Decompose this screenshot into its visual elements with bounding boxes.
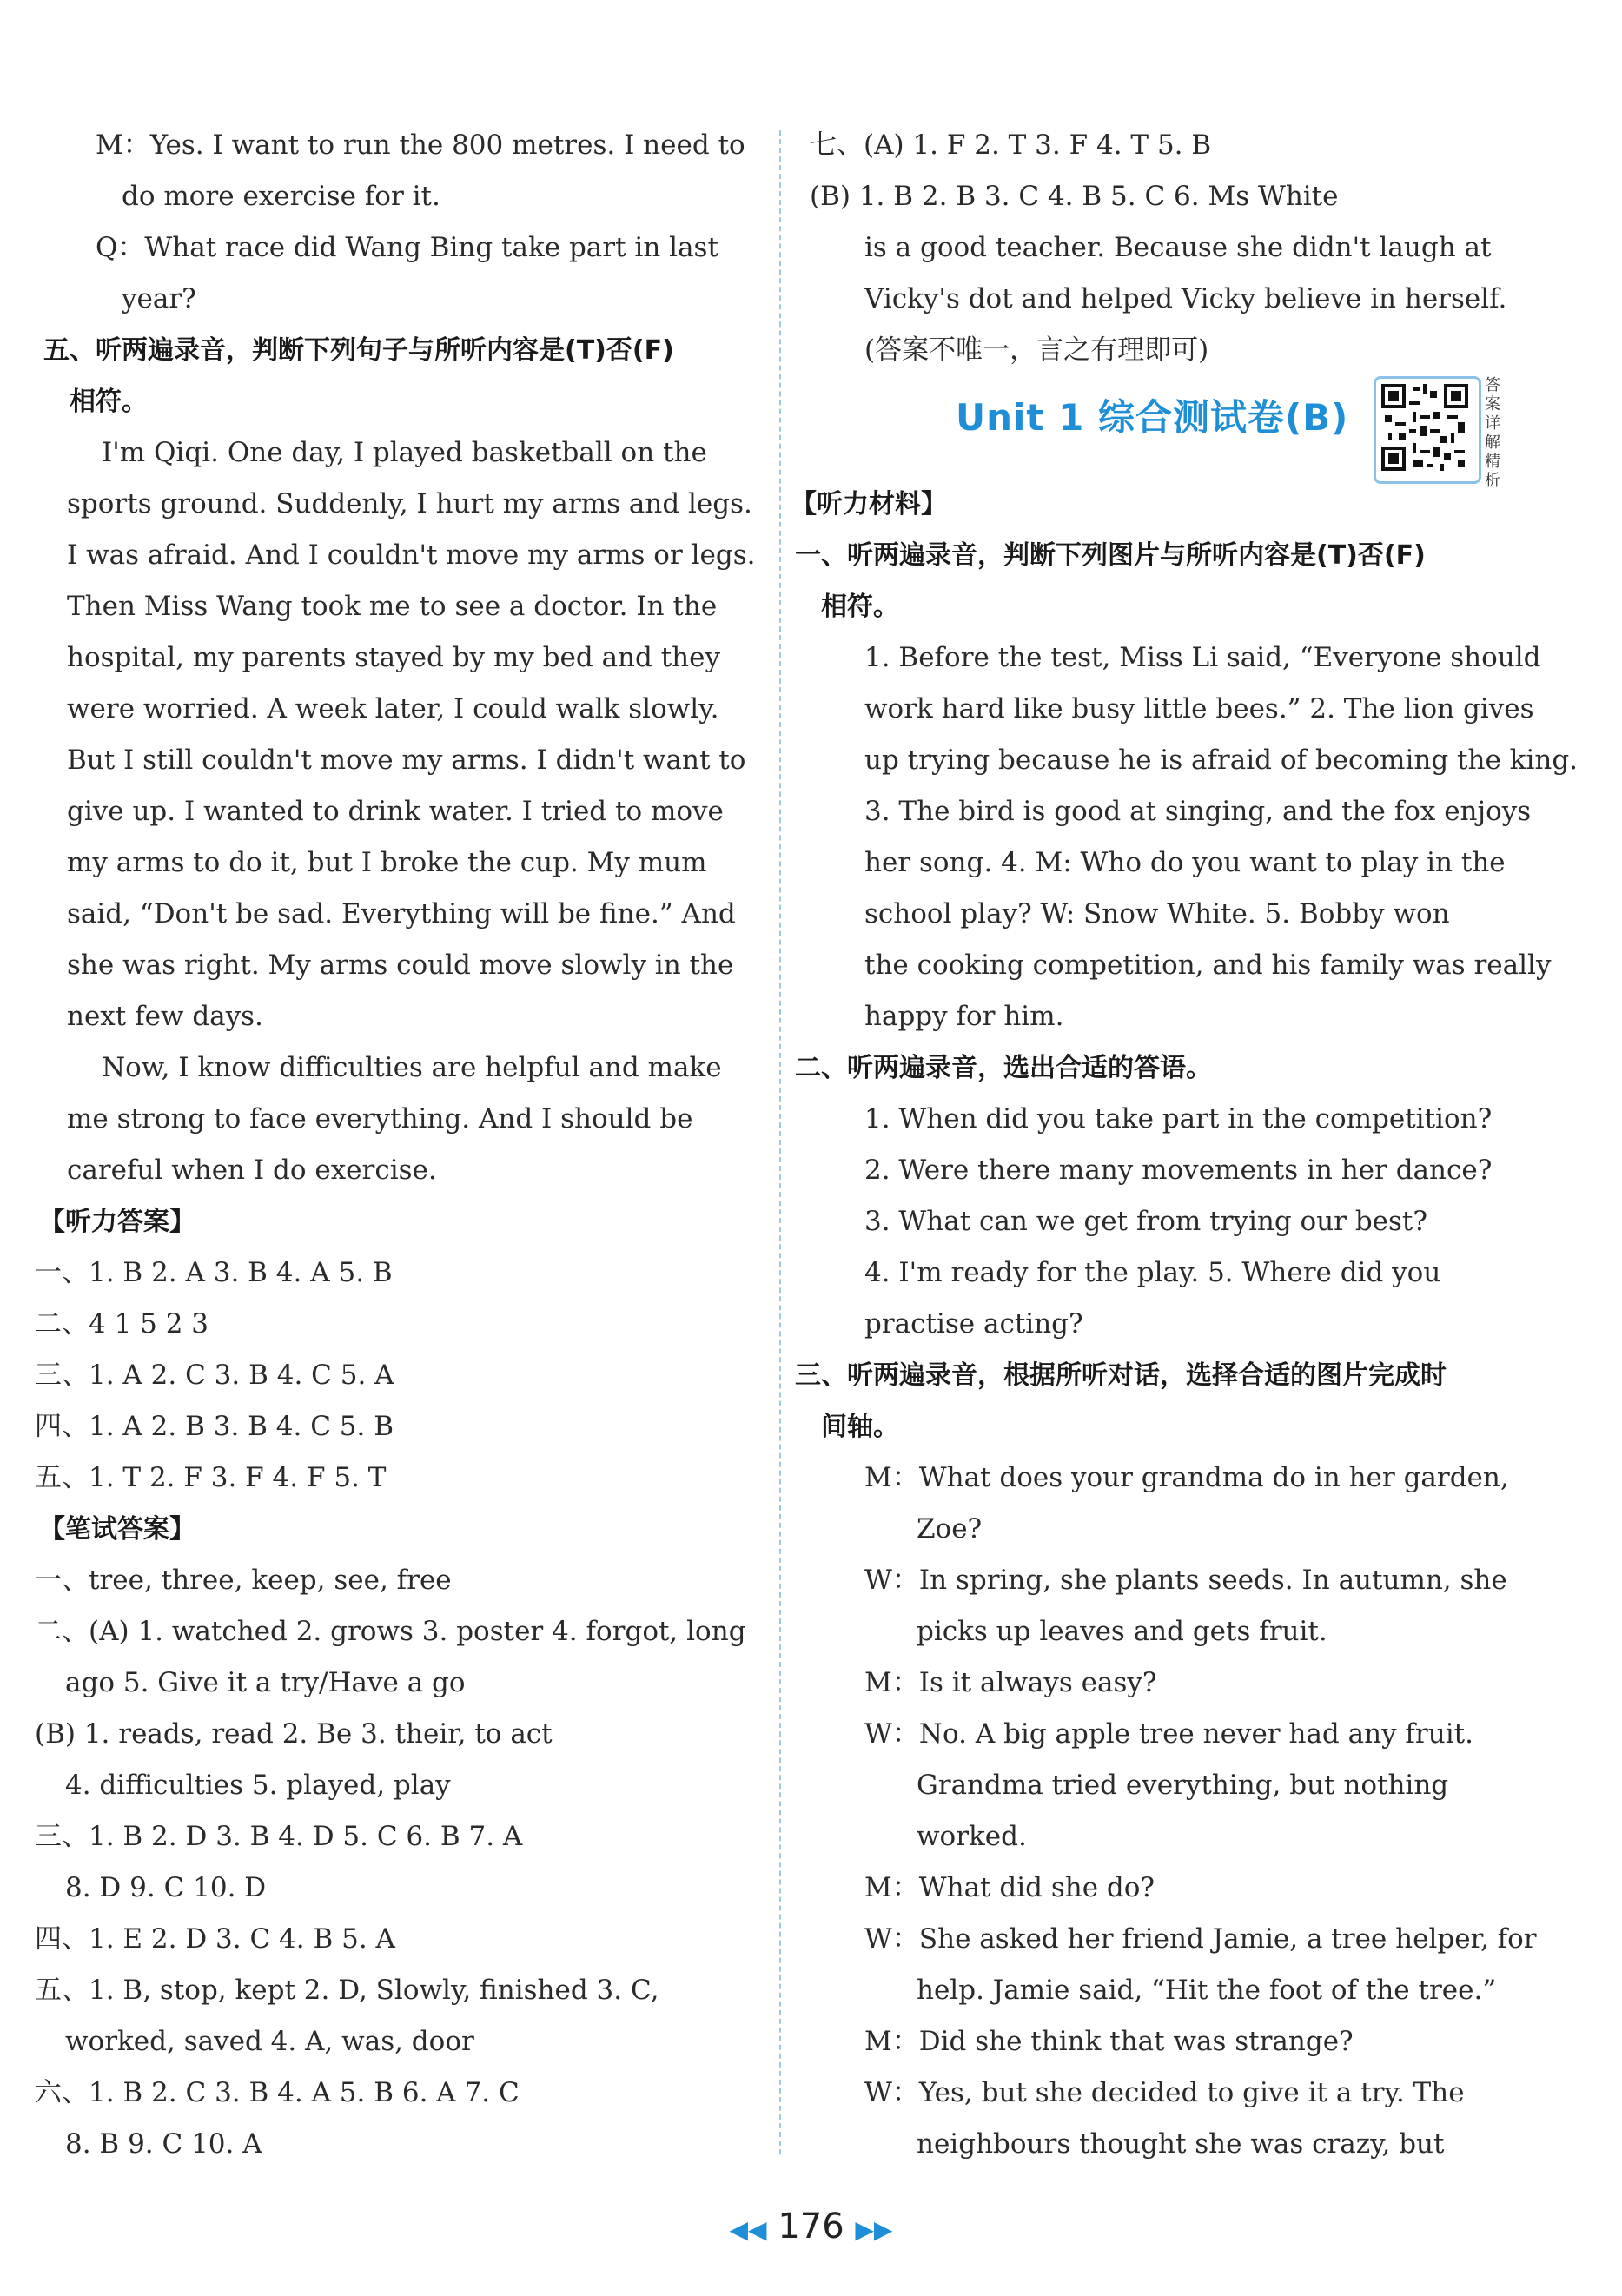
speaker-text: She asked her friend Jamie, a tree helper, for — [918, 1923, 1537, 1955]
text-line: (B) 1. B 2. B 3. C 4. B 5. C 6. Ms White — [810, 181, 1339, 212]
text-line: 3. The bird is good at singing, and the fox enjoys — [864, 796, 1532, 827]
text-block — [795, 1350, 1514, 1452]
section-heading: 相符。 — [70, 387, 148, 417]
text-line: do more exercise for it. — [122, 181, 440, 212]
answer-line: 一、tree, three, keep, see, free — [35, 1565, 452, 1596]
answer-line: 四、1. A 2. B 3. B 4. C 5. B — [35, 1411, 394, 1442]
answer-line: 四、1. E 2. D 3. C 4. B 5. A — [35, 1923, 395, 1955]
text-block — [35, 1401, 761, 1452]
text-block — [812, 1657, 1514, 1709]
unit-title: Unit 1 综合测试卷(B) — [956, 396, 1349, 439]
text-line: Now, I know difficulties are helpful and make — [102, 1052, 722, 1083]
text-block — [812, 2068, 1514, 2170]
text-line: I'm Qiqi. One day, I played basketball on the — [102, 437, 707, 468]
text-line: next few days. — [67, 1001, 263, 1032]
right-top-answers — [812, 120, 1514, 376]
text-line — [864, 1709, 1514, 1760]
text-line: me strong to face everything. And I should be — [67, 1103, 693, 1135]
text-line: her song. 4. M: Who do you want to play in the — [864, 847, 1506, 878]
speaker-text: No. A big apple tree never had any fruit. — [918, 1718, 1473, 1750]
speaker-text: Is it always easy? — [918, 1667, 1157, 1698]
answer-line: 六、1. B 2. C 3. B 4. A 5. B 6. A 7. C — [35, 2077, 520, 2108]
answer-line: 五、1. T 2. F 3. F 4. F 5. T — [35, 1462, 387, 1493]
qr-caption: 答案详解精析 — [1485, 376, 1500, 490]
answer-line: 一、1. B 2. A 3. B 4. A 5. B — [35, 1257, 393, 1288]
text-line: the cooking competition, and his family was really — [864, 949, 1552, 981]
page-footer — [0, 2207, 1622, 2246]
unit-title-row — [812, 376, 1514, 490]
speaker-label: W： — [864, 1923, 919, 1955]
text-block — [35, 1350, 761, 1401]
text-block — [39, 1504, 761, 1555]
speaker-text: Yes. I want to run the 800 metres. I need to — [149, 129, 745, 161]
text-block — [61, 222, 761, 325]
text-line: I was afraid. And I couldn't move my arms or legs. — [67, 539, 756, 571]
text-block — [35, 1555, 761, 1606]
section-heading: 三、听两遍录音，根据所听对话，选择合适的图片完成时 — [795, 1360, 1447, 1391]
text-block — [35, 1709, 761, 1811]
text-line — [96, 222, 761, 274]
speaker-text: What does your grandma do in her garden, — [918, 1462, 1509, 1493]
text-block — [61, 120, 761, 222]
text-line: But I still couldn't move my arms. I didn't want to — [67, 744, 746, 776]
speaker-text: What did she do? — [918, 1872, 1155, 1903]
text-block — [812, 1914, 1537, 2016]
text-line: school play? W: Snow White. 5. Bobby won — [864, 898, 1450, 930]
text-block — [812, 2016, 1514, 2068]
text-block — [812, 120, 1514, 171]
text-line: said, “Don't be sad. Everything will be fine.” And — [67, 898, 736, 930]
text-line: worked. — [917, 1821, 1027, 1852]
text-line: 3. What can we get from trying our best? — [864, 1206, 1428, 1237]
text-block — [812, 1452, 1514, 1555]
answer-line: (B) 1. reads, read 2. Be 3. their, to act — [35, 1718, 553, 1750]
text-line: she was right. My arms could move slowly in the — [67, 949, 734, 981]
text-line: up trying because he is afraid of becoming the king. — [864, 744, 1579, 776]
speaker-label: M： — [864, 1667, 919, 1698]
speaker-label: W： — [864, 1718, 919, 1750]
speaker-label: W： — [864, 2077, 919, 2108]
text-line: hospital, my parents stayed by my bed and they — [67, 642, 720, 673]
answer-line: worked, saved 4. A, was, door — [65, 2026, 474, 2057]
answer-heading: 【听力材料】 — [791, 489, 947, 519]
answer-line: 三、1. B 2. D 3. B 4. D 5. C 6. B 7. A — [35, 1821, 523, 1852]
text-block — [812, 171, 1514, 376]
text-line — [96, 120, 761, 171]
text-line — [864, 2016, 1514, 2068]
section-heading: 间轴。 — [821, 1412, 899, 1442]
text-block — [812, 1709, 1514, 1863]
prev-page-icon[interactable]: ◀◀ — [729, 2215, 767, 2244]
qr-code[interactable] — [1374, 376, 1481, 484]
speaker-label: Q： — [96, 232, 145, 263]
text-line: 4. I'm ready for the play. 5. Where did you — [864, 1257, 1441, 1288]
speaker-label: M： — [96, 129, 150, 161]
text-line: my arms to do it, but I broke the cup. My mum — [67, 847, 707, 878]
speaker-text: What race did Wang Bing take part in last — [144, 232, 718, 263]
text-block — [812, 1555, 1514, 1657]
text-line: practise acting? — [864, 1308, 1083, 1340]
text-block — [795, 1042, 1514, 1094]
text-block — [35, 1965, 761, 2068]
text-line: year? — [122, 283, 196, 314]
column-divider — [779, 130, 781, 2154]
text-block — [35, 1247, 761, 1299]
answer-line: 二、4 1 5 2 3 — [35, 1308, 209, 1340]
text-block — [812, 632, 1579, 1042]
next-page-icon[interactable]: ▶▶ — [855, 2215, 893, 2244]
text-line: 七、(A) 1. F 2. T 3. F 4. T 5. B — [810, 129, 1212, 161]
text-line — [864, 1657, 1514, 1709]
right-listening-material — [791, 479, 1579, 2170]
answer-line: 五、1. B, stop, kept 2. D, Slowly, finished 3. C, — [35, 1975, 659, 2006]
text-line: sports ground. Suddenly, I hurt my arms and legs. — [67, 488, 752, 519]
text-line — [864, 2068, 1514, 2119]
text-block — [812, 1094, 1514, 1350]
text-line: neighbours thought she was crazy, but — [917, 2128, 1445, 2160]
speaker-text: Did she think that was strange? — [918, 2026, 1354, 2057]
text-block — [35, 1914, 761, 1965]
text-line: is a good teacher. Because she didn't laugh at — [864, 232, 1492, 263]
text-line — [864, 1452, 1514, 1504]
speaker-label: W： — [864, 1565, 919, 1596]
text-line: (答案不唯一，言之有理即可) — [864, 334, 1209, 366]
answer-line: 8. D 9. C 10. D — [65, 1872, 267, 1903]
text-line: were worried. A week later, I could walk slowly. — [67, 693, 719, 725]
text-block — [39, 1196, 761, 1247]
section-heading: 二、听两遍录音，选出合适的答语。 — [795, 1053, 1212, 1083]
text-line: 1. When did you take part in the competition? — [864, 1103, 1493, 1135]
text-line: work hard like busy little bees.” 2. The lion gives — [864, 693, 1534, 725]
speaker-label: M： — [864, 2026, 919, 2057]
text-block — [61, 427, 761, 1042]
text-block — [61, 1042, 761, 1196]
speaker-label: M： — [864, 1872, 919, 1903]
text-line: Then Miss Wang took me to see a doctor. In the — [67, 591, 718, 622]
text-line: picks up leaves and gets fruit. — [917, 1616, 1327, 1647]
text-line — [864, 1914, 1537, 1965]
text-block — [43, 325, 761, 427]
text-block — [35, 1299, 761, 1350]
text-line — [864, 1863, 1514, 1914]
section-heading: 一、听两遍录音，判断下列图片与所听内容是(T)否(F) — [795, 540, 1426, 571]
speaker-label: M： — [864, 1462, 919, 1493]
left-column — [35, 120, 761, 2170]
speaker-text: Yes, but she decided to give it a try. The — [918, 2077, 1465, 2108]
text-line: 1. Before the test, Miss Li said, “Everyone should — [864, 642, 1541, 673]
text-block — [35, 1606, 761, 1709]
text-line: happy for him. — [864, 1001, 1064, 1032]
text-line: careful when I do exercise. — [67, 1155, 437, 1186]
speaker-text: In spring, she plants seeds. In autumn, she — [918, 1565, 1507, 1596]
text-line: Grandma tried everything, but nothing — [917, 1770, 1449, 1801]
answer-line: 4. difficulties 5. played, play — [65, 1770, 451, 1801]
text-block — [791, 479, 1514, 530]
text-block — [35, 2068, 761, 2170]
text-block — [35, 1452, 761, 1504]
text-line: Vicky's dot and helped Vicky believe in herself. — [864, 283, 1507, 314]
right-column — [791, 120, 1579, 2170]
answer-heading: 【听力答案】 — [39, 1207, 195, 1237]
text-line: 2. Were there many movements in her dance? — [864, 1155, 1493, 1186]
section-heading: 五、听两遍录音，判断下列句子与所听内容是(T)否(F) — [43, 335, 674, 366]
answer-heading: 【笔试答案】 — [39, 1514, 195, 1545]
section-heading: 相符。 — [821, 592, 899, 622]
answer-line: 8. B 9. C 10. A — [65, 2128, 262, 2160]
text-line — [864, 1555, 1514, 1606]
text-block — [35, 1811, 761, 1914]
answer-line: 二、(A) 1. watched 2. grows 3. poster 4. forgot, long — [35, 1616, 746, 1647]
qr-code-icon — [1381, 384, 1468, 471]
text-block — [812, 1863, 1514, 1914]
answer-line: 三、1. A 2. C 3. B 4. C 5. A — [35, 1360, 394, 1391]
text-block — [795, 530, 1514, 632]
answer-line: ago 5. Give it a try/Have a go — [65, 1667, 466, 1698]
text-line: Zoe? — [917, 1513, 983, 1545]
text-line: give up. I wanted to drink water. I tried to move — [67, 796, 724, 827]
page-number: 176 — [778, 2207, 844, 2246]
text-line: help. Jamie said, “Hit the foot of the tree.” — [917, 1975, 1497, 2006]
